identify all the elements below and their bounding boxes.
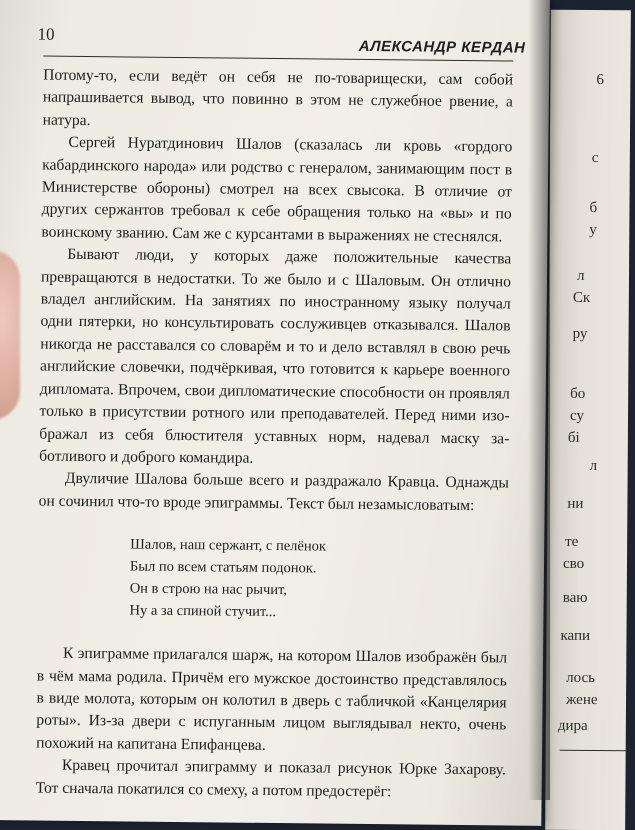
next-page-fragment: с [591, 150, 599, 167]
next-page-fragment: сво [562, 555, 585, 572]
book-gutter-shadow [528, 0, 550, 800]
next-page-fragment: лось [566, 669, 596, 687]
body-text [39, 65, 514, 518]
next-page-fragment: те [565, 533, 579, 550]
next-page-rule [560, 750, 630, 751]
author-name: АЛЕКСАНДР КЕРДАН [358, 37, 526, 57]
running-header [37, 23, 526, 62]
next-page-fragment: л [589, 458, 598, 475]
next-page [545, 10, 631, 830]
epigram-line: Ну а за спиной стучит... [129, 602, 277, 621]
next-page-fragment: су [569, 407, 585, 424]
paragraph: Потому-то, если ведёт он себя не по-товарищески, сам собой напрашивается вывод, что повинно в этом не служебное рвение, а натура. [42, 66, 514, 129]
page-content [35, 23, 526, 805]
epigram-line: Был по всем статьям подонок. [129, 558, 317, 577]
epigram-line: Он в строю на нас рычит, [129, 580, 288, 599]
paragraph: Кравец прочитал эпиграмму и показал рисунок Юрке Захарову. Тот сначала покатился со смеху, а потом предостерёг: [35, 756, 506, 800]
next-page-fragment: капи [560, 627, 591, 645]
next-page-fragment: жене [565, 691, 598, 709]
holding-thumb [0, 250, 20, 420]
epigram [129, 534, 508, 626]
next-page-fragment: ни [567, 495, 584, 512]
next-page-fragment: бо [570, 385, 586, 402]
epigram-line: Шалов, наш сержант, с пелёнок [130, 536, 327, 555]
page-number: 10 [37, 24, 55, 44]
next-page-fragment: бі [567, 429, 580, 446]
next-page-fragment: ру [572, 325, 588, 342]
paragraph: Двуличие Шалова больше всего и раздражало Кравца. Однажды он сочинил что-то вроде эпиграммы. Текст был незамысловатым: [38, 470, 509, 514]
next-page-fragment: у [589, 222, 597, 239]
body-text-continued [36, 643, 508, 805]
next-page-fragment: дира [557, 717, 588, 735]
paragraph: Сергей Нуратдинович Шалов (сказалась ли кровь «гордого кабардинского народа» или родство с генералом, занимающим пост в Министерстве обороны) смотрел на всех свысока. В отличие от других сержантов требовал к себе обращения только на «вы» и по воинскому званию. Сам же с курсантами в выражениях не стеснялся. [41, 134, 513, 246]
next-page-fragment: Ск [572, 289, 591, 307]
paragraph: К эпиграмме прилагался шарж, на котором Шалов изображён был в чём мама родила. Причём его мужское достоинство представлялось в виде молота, которым он колотил в дверь с табличкой «Канцелярия роты». Из-за двери с испуганным лицом выглядывал некто, очень похожий на капитана Епифанцева. [36, 644, 508, 754]
next-page-fragment: л [576, 267, 585, 284]
next-page-fragment: 6 [596, 72, 604, 89]
next-page-fragment: б [589, 200, 598, 217]
next-page-fragment: ваю [562, 589, 588, 607]
paragraph: Бывают люди, у которых даже положительные качества превращаются в недостатки. То же было и с Шаловым. Он отлично владел английским. На занятиях по иностранному языку получал одни пятерки, но консультировать сослуживцев отказывался. Шалов никогда не расставался со словарём и то и дело вставлял в свою речь английские словечки, подчёркивая, что готовится к карьере военного дипломата. Впрочем, свои дипломатические способности он проявлял только в присутствии ротного или преподавателей. Перед ними изображал из себя блюстителя уставных норм, надевал маску заботливого и доброго командира. [39, 246, 512, 467]
